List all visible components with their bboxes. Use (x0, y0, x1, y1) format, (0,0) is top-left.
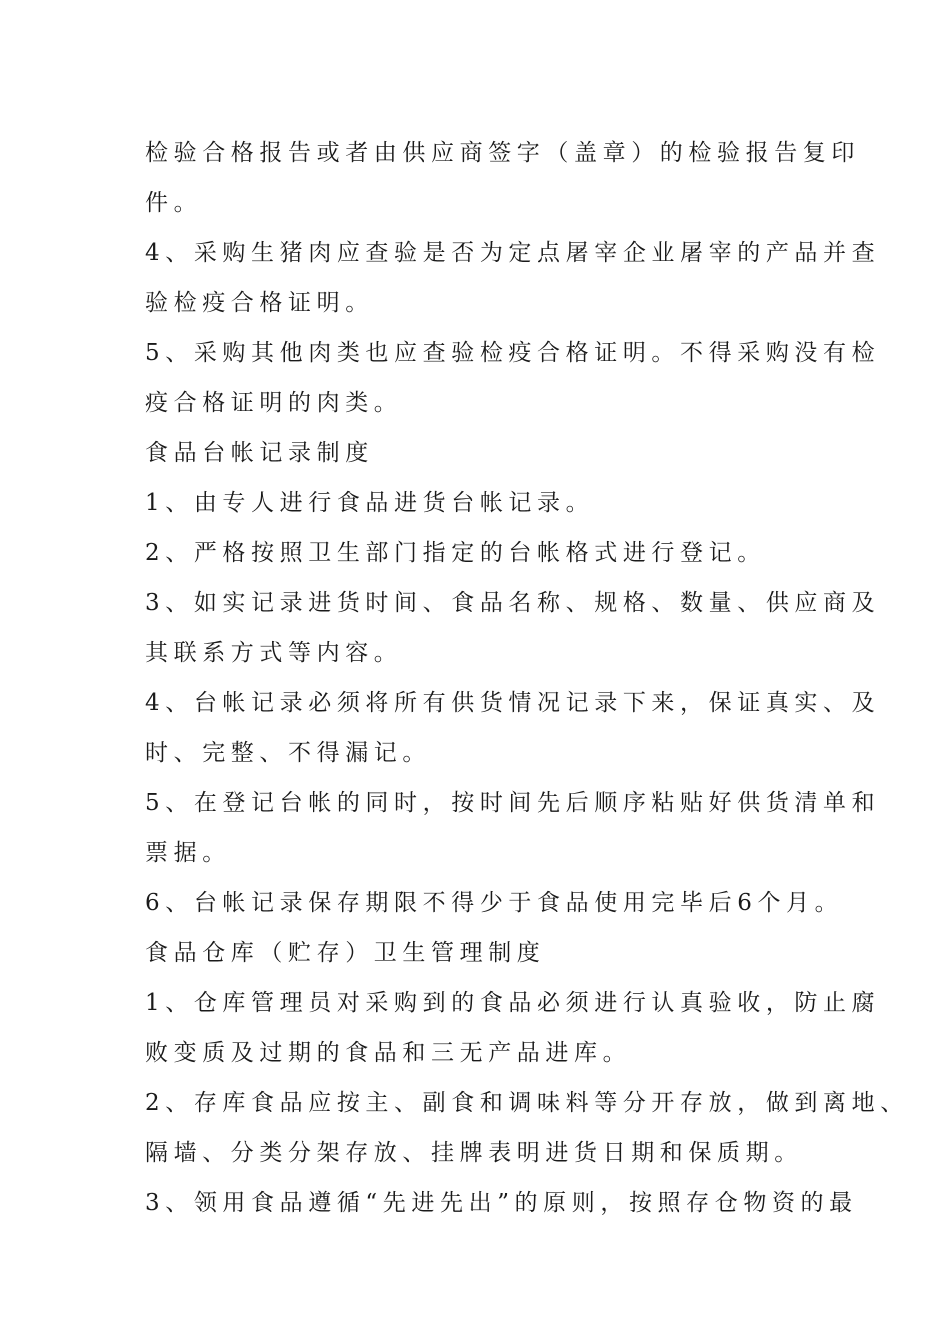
text-line: 检验合格报告或者由供应商签字（盖章）的检验报告复印 (145, 140, 860, 166)
text-line: 3、领用食品遵循“先进先出”的原则，按照存仓物资的最 (145, 1190, 858, 1216)
text-line: 败变质及过期的食品和三无产品进库。 (145, 1040, 632, 1066)
text-line: 验检疫合格证明。 (145, 290, 374, 316)
text-line: 5、在登记台帐的同时，按时间先后顺序粘贴好供货清单和 (145, 790, 881, 816)
text-line: 1、仓库管理员对采购到的食品必须进行认真验收，防止腐 (145, 990, 881, 1016)
text-line: 件。 (145, 190, 203, 216)
section-heading: 食品台帐记录制度 (145, 440, 374, 466)
text-line: 2、存库食品应按主、副食和调味料等分开存放，做到离地、 (145, 1090, 909, 1116)
text-line: 5、采购其他肉类也应查验检疫合格证明。不得采购没有检 (145, 340, 881, 366)
text-line: 时、完整、不得漏记。 (145, 740, 431, 766)
text-line: 4、采购生猪肉应查验是否为定点屠宰企业屠宰的产品并查 (145, 240, 881, 266)
document-body (145, 128, 909, 1228)
text-line: 其联系方式等内容。 (145, 640, 403, 666)
text-line: 隔墙、分类分架存放、挂牌表明进货日期和保质期。 (145, 1140, 803, 1166)
text-line: 3、如实记录进货时间、食品名称、规格、数量、供应商及 (145, 590, 881, 616)
section-heading: 食品仓库（贮存）卫生管理制度 (145, 940, 546, 966)
text-line: 疫合格证明的肉类。 (145, 390, 403, 416)
text-line: 票据。 (145, 840, 231, 866)
text-line: 1、由专人进行食品进货台帐记录。 (145, 490, 595, 516)
text-line: 2、严格按照卫生部门指定的台帐格式进行登记。 (145, 540, 766, 566)
text-line: 6、台帐记录保存期限不得少于食品使用完毕后6个月。 (145, 890, 844, 916)
text-line: 4、台帐记录必须将所有供货情况记录下来，保证真实、及 (145, 690, 881, 716)
